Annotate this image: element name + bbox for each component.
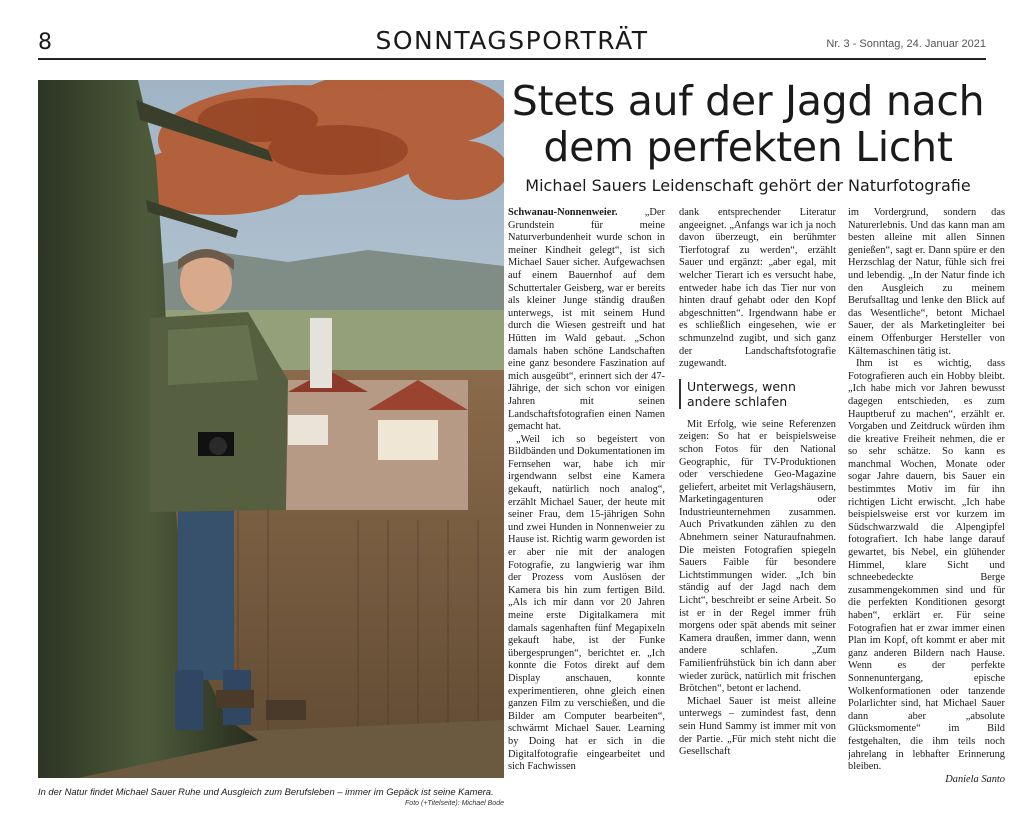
- article-paragraph: Mit Erfolg, wie seine Referenzen zeigen: So hat er beispielsweise schon Fotos für den National Geographic, für TV-Produktionen oder verschiedene Geo-Magazine geliefert, arbeitet mit Verlagshäusern, Marketingagenturen oder Industrieunternehmen zusammen. Auch Privatkunden zählen zu den Abnehmern seiner Naturaufnahmen. Die meisten Fotografien spiegeln Sauers Faible für besondere Lichtstimmungen wider. „Ich bin ständig auf der Jagd nach dem Licht“, beschreibt er seine Arbeit. So ist er in der Regel immer früh morgens oder spät abends mit seiner Kamera draußen, immer dann, wenn andere schlafen. „Zum Familienfrühstück bin ich dann aber wieder zurück, natürlich mit frischen Brötchen“, betont er lachend.: [679, 418, 836, 695]
- article-paragraph: [508, 207, 665, 434]
- header-rule: [38, 58, 986, 60]
- dateline: Schwanau-Nonnenweier.: [508, 207, 618, 218]
- paragraph-text: „Der Grundstein für meine Naturverbundenheit wurde schon in meiner Kindheit gelegt“, ist sich Michael Sauer sicher. Aufgewachsen auf einem Bauernhof auf dem Schuttertaler Geisberg, war er bereits als kleiner Junge ständig draußen unterwegs, ist mit seinem Hund durch die Wiesen gestreift und hat Hütten im Wald gebaut. „Schon damals haben schöne Landschaften eine ganz besondere Faszination auf mich ausgeübt“, erinnert sich der 47-Jährige, der sich schon vor einigen Jahren mit seinen Landschaftsfotografien einen Namen gemacht hat.: [508, 207, 665, 433]
- author-byline: Daniela Santo: [945, 773, 1005, 785]
- article-paragraph: „Weil ich so begeistert von Bildbänden und Dokumentationen im Fernsehen war, habe ich mir irgendwann selbst eine Kamera gekauft, natürlich noch analog“, erzählt Michael Sauer, der heute mit seiner Frau, dem 15-jährigen Sohn und zwei Hunden in Nonnenweier zu Hause ist. Richtig warm geworden ist er aber nie mit der analogen Fotografie, zu langwierig war ihm der Prozess vom Auslösen der Kamera bis hin zum fertigen Bild. „Als ich mir dann vor 20 Jahren meine erste Digitalkamera mit damals sagenhaften fünf Megapixeln gekauft habe, ist der Funke übergesprungen“, berichtet er. „Ich konnte die Fotos direkt auf dem Display anschauen, konnte experimentieren, ohne gleich einen ganzen Film zu verschießen, und die Bilder am Computer bearbeiten“, schwärmt Michael Sauer. Learning by Doing hat er sich in die Digitalfotografie eingearbeitet und sich Fachwissen: [508, 433, 665, 773]
- article-subheadline: Michael Sauers Leidenschaft gehört der Naturfotografie: [525, 176, 971, 195]
- article-column-3: [848, 207, 1005, 812]
- article-column-1: [508, 207, 665, 812]
- article-paragraph: Ihm ist es wichtig, dass Fotografieren auch ein Hobby bleibt. „Ich habe mich vor Jahren bewusst dagegen entschieden, es zum Hauptberuf zu machen“, erzählt er. Vorgaben und Zeitdruck würden ihm die kreative Freiheit nehmen, die er so sehr schätze. So kann es manchmal Wochen, Monate oder sogar Jahre dauern, bis Sauer ein bestimmtes Motiv im für ihn richtigen Licht erwischt. „Ich habe beispielsweise erst vor kurzem im Südschwarzwald die Alpengipfel fotografiert. Ich habe lange darauf gewartet, bis Nebel, ein glühender Himmel, klare Sicht und schneebedeckte Berge zusammengekommen sind und für die perfekten Konditionen gesorgt haben“, erklärt er. Für seine Fotografien hat er zwar immer einen Plan im Kopf, oft kommt er aber mit ganz anderen Bildern nach Hause. Wenn es der perfekte Sonnenuntergang, epische Wolkenformationen oder tanzende Polarlichter sind, hat Michael Sauer dann aber „absolute Glücksmomente“ im Bild festgehalten, die ihm teils noch jahrelang in lebhafter Erinnerung bleiben.: [848, 358, 1005, 773]
- article-paragraph: Michael Sauer ist meist alleine unterwegs – zumindest fast, denn sein Hund Sammy ist immer mit von der Partie. „Für mich steht nicht die Gesellschaft: [679, 695, 836, 758]
- article-column-2: [679, 207, 836, 812]
- article-photo: [38, 80, 504, 778]
- issue-info: Nr. 3 - Sonntag, 24. Januar 2021: [826, 38, 986, 50]
- article-subhead: Unterwegs, wenn andere schlafen: [679, 379, 836, 409]
- photo-illustration: [38, 80, 504, 778]
- page-number: 8: [38, 30, 52, 55]
- section-title: SONNTAGSPORTRÄT: [375, 26, 649, 55]
- article-paragraph: dank entsprechender Literatur angeeignet. „Anfangs war ich ja noch davon überzeugt, ein berühmter Tierfotograf zu werden“, erzählt Sauer und ergänzt: „aber egal, mit welcher Tierart ich es versucht habe, entweder habe ich das Tier nur von hinten drauf gehabt oder den Kopf abgeschnitten“. Irgendwann habe er es schließlich eingesehen, wie er schmunzelnd zugibt, und sich ganz der Landschaftsfotografie zugewandt.: [679, 207, 836, 370]
- photo-caption: In der Natur findet Michael Sauer Ruhe und Ausgleich zum Berufsleben – immer im Gepäck ist seine Kamera.: [38, 786, 494, 797]
- article-paragraph: im Vordergrund, sondern das Naturerlebnis. Und das kann man am besten alleine mit allen Sinnen genießen“, sagt er. Dann spüre er den Herzschlag der Natur, fühle sich frei und lebendig. „In der Natur finde ich den Ausgleich zu meinem Berufsalltag und lenke den Blick auf das Wesentliche“, betont Michael Sauer, der als Marketingleiter bei einem Offenburger Hersteller von Kältemaschinen tätig ist.: [848, 207, 1005, 357]
- photo-credit: Foto (+Titelseite): Michael Bode: [405, 800, 504, 807]
- article-headline: Stets auf der Jagd nach dem perfekten Licht: [511, 77, 985, 171]
